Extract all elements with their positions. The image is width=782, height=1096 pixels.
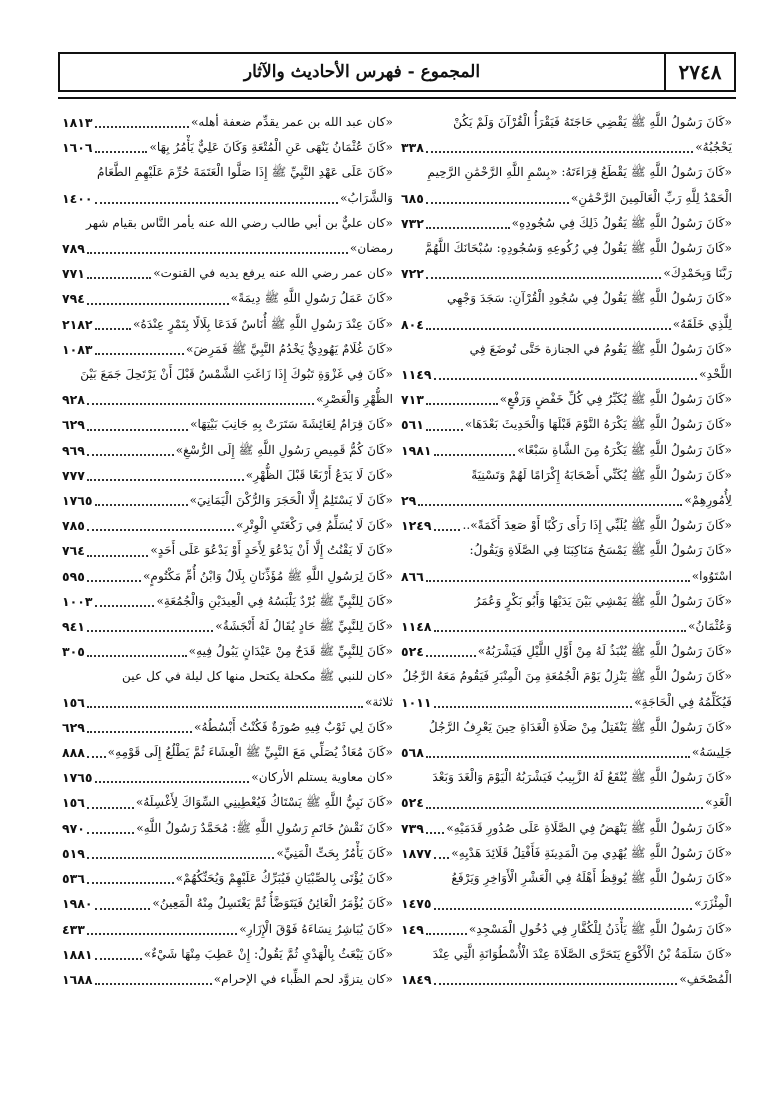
entry-text: الْمِئْزَرَ» <box>694 896 732 911</box>
index-entry <box>401 261 732 286</box>
entry-text: «كَانَ لَا يُسَلِّمُ فِي رَكْعَتَيِ الْوِتْرِ» <box>235 518 393 533</box>
leader-dots <box>434 630 686 632</box>
entry-page-number: ٩٧٠ <box>62 820 85 836</box>
entry-text: ثلاثة» <box>364 694 393 709</box>
leader-dots <box>434 908 693 910</box>
leader-dots <box>426 429 463 431</box>
leader-dots <box>87 403 314 405</box>
entry-text: «كَانَ لِرَسُولِ اللَّهِ ﷺ مُؤَذِّنَانِ بِلَالٌ وَابْنُ أُمِّ مَكْتُومٍ» <box>142 568 393 583</box>
index-entry <box>62 186 393 211</box>
entry-page-number: ١٩٨١ <box>401 442 432 458</box>
entry-text: «كَانَ رَسُولُ اللَّهِ ﷺ يَأْذَنُ لِلْكُفَّارِ فِي دُخُولِ الْمَسْجِدِ» <box>468 921 732 936</box>
entry-text: «كَانَ نَبِيُّ اللَّهِ ﷺ يَسْتَاكُ فَيُعْطِينِي السِّوَاكَ لِأَغْسِلَهُ» <box>135 795 393 810</box>
entry-page-number: ١٨٧٧ <box>401 845 432 861</box>
entry-page-number: ٧٩٤ <box>62 291 85 307</box>
entry-page-number: ١٥٦ <box>62 694 85 710</box>
entry-page-number: ١٢٤٩ <box>401 518 432 534</box>
page <box>58 52 736 99</box>
leader-dots <box>87 555 149 557</box>
entry-page-number: ١١٤٨ <box>401 619 432 635</box>
index-entry <box>401 135 732 160</box>
index-entry <box>401 513 732 538</box>
entry-page-number: ٢١٨٢ <box>62 316 93 332</box>
entry-text: «كَانَ رَسُولُ اللَّهِ ﷺ يُكَبِّرُ فِي كُلِّ خَفْضٍ وَرَفْعٍ» <box>499 392 732 407</box>
entry-page-number: ٩٦٩ <box>62 442 85 458</box>
entry-page-number: ٧٨٩ <box>62 241 85 257</box>
entry-text: «كَانَ رَسُولُ اللَّهِ ﷺ يُهْدِي مِنَ الْمَدِينَةِ فَأَفْتِلُ قَلَائِدَ هَدْيِهِ» <box>451 845 732 860</box>
index-entry <box>401 186 732 211</box>
entry-text: «كَانَ عِنْدَ رَسُولِ اللَّهِ ﷺ أُنَاسٌ فَدَعَا بِلَالًا بِتَمْرٍ عِنْدَهُ» <box>133 316 393 331</box>
index-entry <box>62 715 393 740</box>
index-entry <box>62 967 393 992</box>
leader-dots <box>87 857 275 859</box>
index-entry: «كَانَ رَسُولُ اللَّهِ ﷺ يُكَنِّي أَصْحَابَهُ إِكْرَامًا لَهُمْ وَتَسْنِيَةً <box>471 467 732 482</box>
index-entry <box>401 740 732 765</box>
entry-text: «كَانَ رَسُولُ اللَّهِ ﷺ يَقُولُ ذَلِكَ فِي سُجُودِهِ» <box>511 215 732 230</box>
leader-dots <box>87 479 244 481</box>
entry-text: وَالشَّرَابُ» <box>340 190 393 205</box>
entry-text: «كَانَ نَقْشُ خَاتَمِ رَسُولِ اللَّهِ ﷺ: مُحَمَّدٌ رَسُولُ اللَّهِ» <box>136 820 393 835</box>
entry-page-number: ٣٠٥ <box>62 644 85 660</box>
leader-dots <box>87 454 174 456</box>
index-entry <box>401 438 732 463</box>
entry-page-number: ١٠١١ <box>401 694 432 710</box>
index-entry: «كَانَ رَسُولُ اللَّهِ ﷺ يَقُومُ في الجنازة حَتَّى تُوضَعَ فِي <box>469 341 732 356</box>
entry-page-number: ٥٩٥ <box>62 568 85 584</box>
index-entry <box>62 312 393 337</box>
index-entry <box>401 614 732 639</box>
index-entry <box>62 917 393 942</box>
entry-text: «كَانَ رَسُولُ اللَّهِ ﷺ يَنْهَضُ فِي الصَّلَاةِ عَلَى صُدُورِ قَدَمَيْهِ» <box>446 820 732 835</box>
entry-page-number: ١٠٠٣ <box>62 593 93 609</box>
index-entry <box>401 211 732 236</box>
index-entry <box>401 790 732 815</box>
leader-dots <box>87 580 141 582</box>
index-entry <box>62 236 393 261</box>
entry-page-number: ٥٦١ <box>401 417 424 433</box>
entry-page-number: ١٩٨٠ <box>62 896 93 912</box>
index-entry <box>62 866 393 891</box>
entry-text: «كان عبد الله بن عمر يقدِّم ضعفة أهله» <box>190 115 393 129</box>
index-columns <box>58 110 736 992</box>
index-entry: «كَانَ سَلَمَةُ بْنُ الْأَكْوَعِ يَتَحَرَّى الصَّلَاةَ عِنْدَ الْأُسْطُوَانَةِ الَّتِي عِنْدَ <box>432 946 732 961</box>
index-entry <box>62 261 393 286</box>
index-entry <box>62 614 393 639</box>
entry-text: «كَانَ لِلنَّبِيِّ ﷺ حَادٍ يُقَالُ لَهُ أَنْجَشَةُ» <box>215 619 393 634</box>
entry-text: جَلِيسَهُ» <box>691 745 732 760</box>
entry-page-number: ١٦٨٨ <box>62 971 93 987</box>
entry-text: «كَانَ يُبَاشِرُ نِسَاءَهُ فَوْقَ الْإِزَارِ» <box>239 921 393 936</box>
index-entry: «كَانَ رَسُولُ اللَّهِ ﷺ يُنْقَعُ لَهُ الزَّبِيبُ فَيَشْرَبُهُ الْيَوْمَ وَالْغَدَ وَبَعْدَ <box>432 770 732 785</box>
entry-text: «كَانَ رَسُولُ اللَّهِ ﷺ يَكْرَهُ مِنَ الشَّاةِ سَبْعًا» <box>517 442 732 457</box>
leader-dots <box>434 983 678 985</box>
index-entry <box>62 412 393 437</box>
index-entry <box>62 387 393 412</box>
index-entry <box>62 286 393 311</box>
leader-dots <box>87 630 213 632</box>
entry-text: «كَانَ لِلنَّبِيِّ ﷺ قَدَحٌ مِنْ عَيْدَانٍ يَبُولُ فِيهِ» <box>188 644 393 659</box>
index-entry: «كَانَ رَسُولُ اللَّهِ ﷺ يَقُولُ فِي سُجُودِ الْقُرْآنِ: سَجَدَ وَجْهِي <box>446 291 732 306</box>
entry-text: «كَانَ لَا يَدَعُ أَرْبَعًا قَبْلَ الظُّهْرِ» <box>245 467 393 482</box>
entry-text: يَحْجُبُهُ» <box>695 140 732 155</box>
leader-dots <box>87 706 363 708</box>
leader-dots <box>87 731 192 733</box>
entry-page-number: ٣٣٨ <box>401 140 424 156</box>
leader-dots <box>426 655 476 657</box>
index-entry: «كان عليٌّ بن أبي طالب رضي الله عنه يأمر النَّاس بقيام شهر <box>85 215 393 230</box>
index-entry: «كَانَ عَلَى عَهْدِ النَّبِيِّ ﷺ إِذَا صَلَّوا الْعَتَمَةَ حُرِّمَ عَلَيْهِمِ الطَّعَامُ <box>96 165 393 180</box>
leader-dots <box>426 151 693 153</box>
entry-page-number: ١٧٦٥ <box>62 493 93 509</box>
entry-page-number: ٦٢٩ <box>62 417 85 433</box>
entry-page-number: ٩٤١ <box>62 619 85 635</box>
entry-page-number: ٧٣٩ <box>401 820 424 836</box>
entry-page-number: ١٤٠٠ <box>62 190 93 206</box>
leader-dots <box>87 655 187 657</box>
index-entry <box>62 816 393 841</box>
index-entry <box>62 790 393 815</box>
leader-dots <box>426 202 569 204</box>
leader-dots <box>426 328 671 330</box>
entry-text: الْغَدِ» <box>705 795 732 810</box>
leader-dots <box>87 807 134 809</box>
index-entry: «كَانَ رَسُولُ اللَّهِ ﷺ يَقْطَعُ قِرَاءَتَهُ: «بِسْمِ اللَّهِ الرَّحْمَٰنِ الرَّحِيمِ <box>427 165 732 180</box>
entry-page-number: ٨٨٨ <box>62 745 85 761</box>
index-entry <box>401 690 732 715</box>
index-entry: «كَانَ رَسُولُ اللَّهِ ﷺ يَقُولُ فِي رُكُوعِهِ وَسُجُودِهِ: سُبْحَانَكَ اللَّهُمَّ <box>424 241 732 256</box>
entry-text: الْحَمْدُ لِلَّهِ رَبِّ الْعَالَمِينَ الرَّحْمَٰنِ» <box>570 190 732 205</box>
leader-dots <box>87 429 188 431</box>
leader-dots <box>95 781 250 783</box>
index-entry <box>62 337 393 362</box>
entry-text: «كَانَ يُؤْمَرُ الْعَائِنُ فَيَتَوَضَّأُ ثُمَّ يَغْتَسِلُ مِنْهُ الْمَعِينُ» <box>152 896 393 911</box>
entry-page-number: ١٧٦٥ <box>62 770 93 786</box>
entry-page-number: ٧٦٤ <box>62 543 85 559</box>
leader-dots <box>418 504 682 506</box>
page-number: ٢٧٤٨ <box>664 54 734 90</box>
leader-dots <box>95 202 339 204</box>
header-rule <box>58 97 736 99</box>
leader-dots <box>87 756 106 758</box>
entry-page-number: ٤٣٣ <box>62 921 85 937</box>
index-entry <box>401 412 732 437</box>
index-entry <box>62 891 393 916</box>
leader-dots <box>434 454 516 456</box>
leader-dots <box>426 580 690 582</box>
entry-page-number: ٦٨٥ <box>401 190 424 206</box>
entry-page-number: ١٥٦ <box>62 795 85 811</box>
entry-page-number: ٥١٩ <box>62 845 85 861</box>
leader-dots <box>426 277 661 279</box>
entry-text: رمضان» <box>349 241 393 256</box>
index-entry: «كَانَ رَسُولُ اللَّهِ ﷺ يَمْسَحُ مَنَاكِبَنَا فِي الصَّلَاةِ وَيَقُولُ: <box>469 543 732 558</box>
entry-page-number: ٨٦٦ <box>401 568 424 584</box>
entry-page-number: ١١٤٩ <box>401 367 432 383</box>
index-entry: «كَانَ فِي غَزْوَةِ تَبُوكَ إِذَا زَاغَتِ الشَّمْسُ قَبْلَ أَنْ يَرْتَحِلَ جَمَعَ بَيْنَ <box>80 367 393 382</box>
entry-page-number: ٩٢٨ <box>62 392 85 408</box>
entry-text: «كَانَ كُمُّ قَمِيصِ رَسُولِ اللَّهِ ﷺ إِلَى الرُّسْغِ» <box>175 442 393 457</box>
entry-page-number: ٧٧٧ <box>62 467 85 483</box>
entry-page-number: ٥٦٨ <box>401 745 424 761</box>
leader-dots <box>95 353 185 355</box>
entry-page-number: ٧٧١ <box>62 266 85 282</box>
entry-text: «كَانَ رَسُولُ اللَّهِ ﷺ يُنْبَذُ لَهُ مِنْ أَوَّلِ اللَّيْلِ فَيَشْرَبُهُ» <box>477 644 732 659</box>
leader-dots <box>434 706 633 708</box>
index-entry <box>62 135 393 160</box>
entry-text: «كَانَ غُلَامٌ يَهُودِيٌّ يَخْدُمُ النَّبِيَّ ﷺ فَمَرِضَ» <box>186 341 393 356</box>
index-entry <box>401 488 732 513</box>
entry-text: «كَانَ لِي ثَوْبٌ فِيهِ صُورَةٌ فَكُنْتُ أَبْسُطُهُ» <box>194 719 393 734</box>
leader-dots <box>95 151 148 153</box>
leader-dots <box>95 328 131 330</box>
entry-page-number: ٧٣٢ <box>401 215 424 231</box>
index-entry <box>62 463 393 488</box>
leader-dots <box>434 378 698 380</box>
index-entry <box>62 589 393 614</box>
entry-text: «كَانَ لَا يَسْتَلِمُ إِلَّا الْحَجَرَ وَالرُّكْنَ الْيَمَانِيَ» <box>189 493 393 508</box>
index-entry <box>401 967 732 992</box>
index-entry <box>62 488 393 513</box>
index-entry <box>62 513 393 538</box>
index-entry <box>401 917 732 942</box>
entry-text: «كان معاوية يستلم الأركان» <box>251 770 393 785</box>
index-entry: «كَانَ رَسُولُ اللَّهِ ﷺ يَنْفَتِلُ مِنْ صَلَاةِ الْغَدَاةِ حِينَ يَعْرِفُ الرَّجُلُ <box>428 719 732 734</box>
entry-text: «كَانَ لَا يَقْنُتُ إِلَّا أَنْ يَدْعُوَ لِأَحَدٍ أَوْ يَدْعُوَ عَلَى أَحَدٍ» <box>150 543 393 558</box>
index-entry: «كَانَ رَسُولُ اللَّهِ ﷺ يُوقِظُ أَهْلَهُ فِي الْعَشْرِ الْأَوَاخِرِ وَيَرْفَعُ <box>451 871 732 886</box>
leader-dots <box>426 403 498 405</box>
leader-dots <box>95 504 188 506</box>
entry-text: رَبَّنَا وَبِحَمْدِكَ» <box>663 266 732 281</box>
leader-dots <box>87 303 229 305</box>
index-entry <box>62 765 393 790</box>
entry-page-number: ٥٢٤ <box>401 795 424 811</box>
entry-page-number: ٨٠٤ <box>401 316 424 332</box>
leader-dots <box>426 832 444 834</box>
index-entry <box>401 564 732 589</box>
page-header <box>58 52 736 92</box>
entry-page-number: ١٠٨٣ <box>62 341 93 357</box>
entry-text: وَعُثْمَانُ» <box>687 619 732 634</box>
leader-dots <box>95 983 212 985</box>
entry-text: «كان يتزوَّد لحم الظِّباء في الإحرام» <box>213 971 393 986</box>
leader-dots <box>87 277 151 279</box>
entry-text: فَيُكَلِّمُهُ فِي الْحَاجَةِ» <box>634 694 732 709</box>
index-entry <box>401 387 732 412</box>
entry-page-number: ٥٣٦ <box>62 871 85 887</box>
leader-dots <box>87 529 234 531</box>
index-entry <box>62 740 393 765</box>
entry-page-number: ١٦٠٦ <box>62 140 93 156</box>
page-title: المجموع - فهرس الأحاديث والآثار <box>243 62 481 82</box>
leader-dots <box>426 227 510 229</box>
entry-text: «كَانَ رَسُولُ اللَّهِ ﷺ يَكْرَهُ النَّوْمَ قَبْلَهَا وَالْحَدِيثَ بَعْدَهَا» <box>464 417 732 432</box>
index-entry <box>401 841 732 866</box>
index-entry <box>401 362 732 387</box>
index-entry <box>401 312 732 337</box>
leader-dots <box>95 958 142 960</box>
entry-text: لِلَّذِي خَلَقَهُ» <box>672 316 732 331</box>
leader-dots <box>87 252 348 254</box>
entry-text: «كَانَ عُثْمَانُ يَنْهَى عَنِ الْمُتْعَةِ وَكَانَ عَلِيٌّ يَأْمُرُ بِهَا» <box>149 140 393 155</box>
leader-dots <box>426 807 703 809</box>
leader-dots <box>95 908 151 910</box>
leader-dots <box>426 933 467 935</box>
index-entry <box>62 564 393 589</box>
entry-text: «كَانَ مُعَاذٌ يُصَلِّي مَعَ النَّبِيِّ ﷺ الْعِشَاءَ ثُمَّ يَطْلُعُ إِلَى قَوْمِهِ» <box>107 745 393 760</box>
entry-text: «كَانَ رَسُولُ اللَّهِ ﷺ يُلَبِّي إِذَا رَأَى رَكْبًا أَوْ صَعِدَ أَكَمَةً».. <box>462 518 732 533</box>
index-entry: «كَانَ رَسُولُ اللَّهِ ﷺ يَقْضِي حَاجَتَهُ فَيَقْرَأُ الْقُرْآنَ وَلَمْ يَكُنْ <box>453 115 732 129</box>
entry-text: «كَانَ يَأْمُرُ بِحَتِّ الْمَنِيِّ» <box>276 845 393 860</box>
index-entry: «كَانَ رَسُولُ اللَّهِ ﷺ يَنْزِلُ يَوْمَ الْجُمُعَةِ مِنَ الْمِنْبَرِ فَيَقُومُ مَعَهُ الرَّجُلُ <box>402 669 732 684</box>
entry-text: «كَانَ يُؤْتَى بِالصِّبْيَانِ فَيُبَرِّكُ عَلَيْهِمْ وَيُحَنِّكُهُمْ» <box>175 871 393 886</box>
index-entry <box>62 639 393 664</box>
index-entry: «كَانَ رَسُولُ اللَّهِ ﷺ يَمْشِي بَيْنَ يَدَيْهَا وَأَبُو بَكْرٍ وَعُمَرُ <box>474 593 732 608</box>
entry-text: «كَانَ عَمَلُ رَسُولِ اللَّهِ ﷺ دِيمَةً» <box>230 291 393 306</box>
entry-text: اللَّحْدِ» <box>699 367 732 382</box>
leader-dots <box>87 933 237 935</box>
entry-page-number: ٧٢٢ <box>401 266 424 282</box>
index-entry <box>401 891 732 916</box>
entry-text: الْمُصْحَفِ» <box>679 971 732 986</box>
entry-page-number: ١٤٧٥ <box>401 896 432 912</box>
entry-page-number: ٢٩ <box>401 493 417 509</box>
entry-text: «كَانَ لِلنَّبِيِّ ﷺ بُرْدٌ يَلْبَسُهُ فِي الْعِيدَيْنِ وَالْجُمُعَةِ» <box>156 593 393 608</box>
entry-page-number: ٧١٣ <box>401 392 424 408</box>
leader-dots <box>426 756 690 758</box>
index-entry <box>62 438 393 463</box>
left-column <box>58 110 397 992</box>
entry-page-number: ٥٢٤ <box>401 644 424 660</box>
index-entry <box>401 639 732 664</box>
index-entry <box>62 841 393 866</box>
entry-text: «كَانَ قِرَامٌ لِعَائِشَةَ سَتَرَتْ بِهِ جَانِبَ بَيْتِهَا» <box>190 417 393 432</box>
entry-text: لِأُمُورِهِمْ» <box>684 493 732 508</box>
index-entry <box>62 942 393 967</box>
leader-dots <box>95 126 189 128</box>
entry-text: اسْتَوُوا» <box>691 568 732 583</box>
index-entry <box>62 110 393 135</box>
index-entry <box>401 816 732 841</box>
entry-page-number: ٧٨٥ <box>62 518 85 534</box>
entry-page-number: ١٨١٣ <box>62 115 93 130</box>
entry-text: الظُّهْرِ وَالْعَصْرِ» <box>316 392 393 407</box>
leader-dots <box>95 605 155 607</box>
leader-dots <box>434 529 461 531</box>
index-entry <box>62 690 393 715</box>
entry-page-number: ١٨٤٩ <box>401 971 432 987</box>
entry-page-number: ١٤٩ <box>401 921 424 937</box>
index-entry: «كان للنبي ﷺ مكحلة يكتحل منها كل ليلة في كل عين <box>121 669 393 684</box>
entry-text: «كَانَ يَبْعَثُ بِالْهَدْيِ ثُمَّ يَقُولُ: إِنْ عَطِبَ مِنْهَا شَيْءٌ» <box>143 946 393 961</box>
entry-page-number: ٦٢٩ <box>62 719 85 735</box>
entry-page-number: ١٨٨١ <box>62 946 93 962</box>
right-column <box>397 110 736 992</box>
leader-dots <box>434 857 450 859</box>
leader-dots <box>87 882 174 884</box>
leader-dots <box>87 832 134 834</box>
entry-text: «كان عمر رضي الله عنه يرفع يديه في القنوت» <box>153 266 393 281</box>
index-entry <box>62 538 393 563</box>
